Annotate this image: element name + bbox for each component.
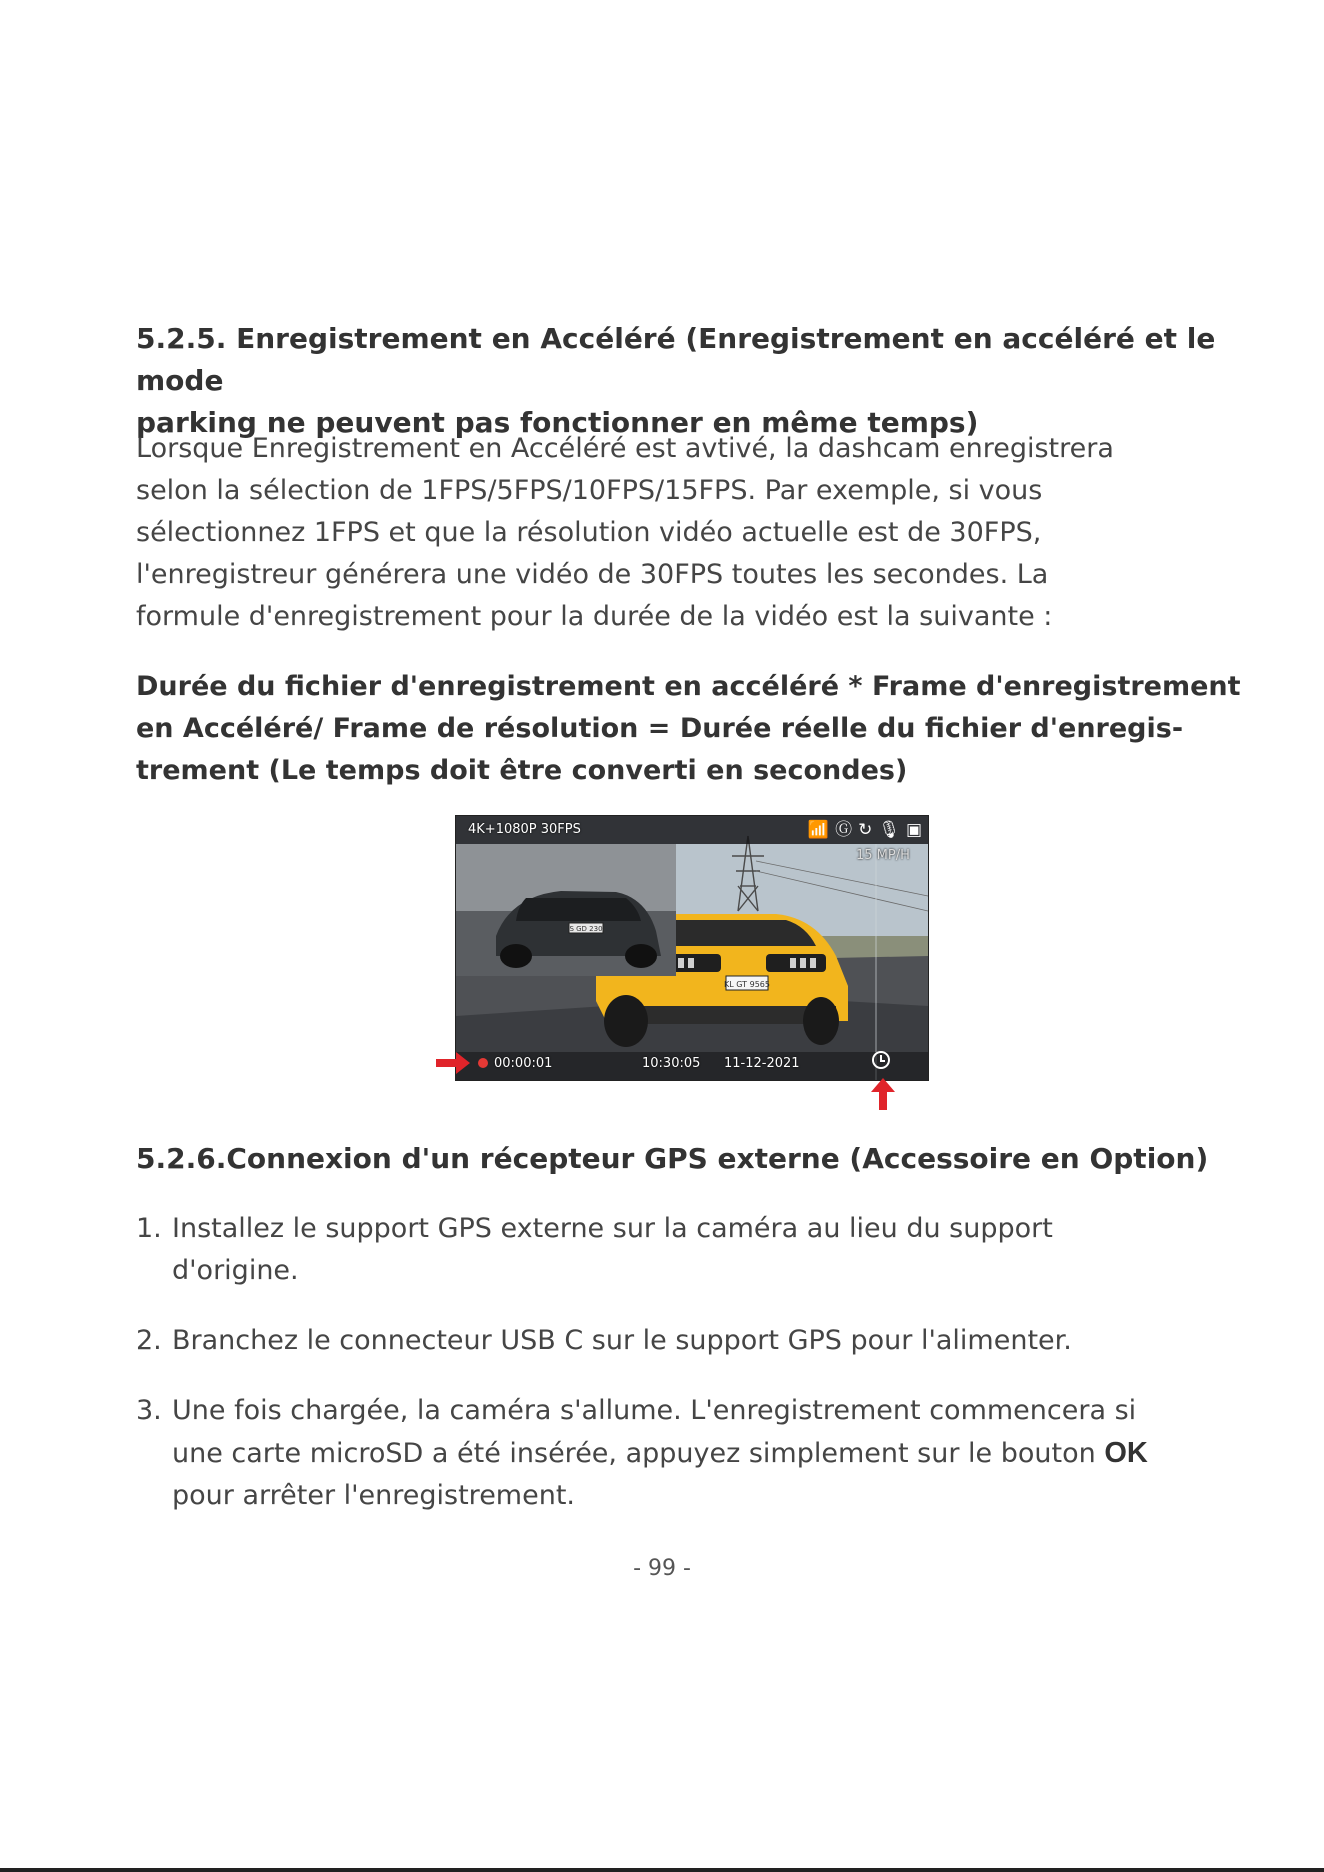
loop-3-icon: ↻	[858, 820, 873, 840]
recording-dot-icon	[478, 1058, 488, 1068]
gps-icon: Ⓖ	[835, 820, 853, 840]
sd-card-icon: ▣	[905, 820, 922, 840]
page-number: - 99 -	[633, 1556, 691, 1581]
section-525-title-line1: 5.2.5. Enregistrement en Accéléré (Enregistrement en accéléré et le mode	[136, 322, 1216, 397]
section-525-paragraph	[136, 428, 1246, 638]
formula-line: en Accéléré/ Frame de résolution = Durée réelle du fichier d'enregis-	[136, 713, 1184, 744]
list-text-line: pour arrêter l'enregistrement.	[172, 1480, 575, 1511]
list-item	[136, 1390, 1246, 1517]
arrow-up-icon	[871, 1078, 895, 1110]
list-number: 1.	[136, 1213, 162, 1244]
paragraph-line: Lorsque Enregistrement en Accéléré est avtivé, la dashcam enregistrera	[136, 433, 1114, 464]
clock-date: 11-12-2021	[724, 1056, 800, 1071]
wifi-signal-icon: 📶	[807, 820, 830, 840]
microphone-icon: 🎙	[878, 820, 900, 840]
paragraph-line: selon la sélection de 1FPS/5FPS/10FPS/15FPS. Par exemple, si vous	[136, 475, 1043, 506]
section-525-title-line2: parking ne peuvent pas fonctionner en même temps)	[136, 406, 979, 439]
recording-time: 00:00:01	[494, 1056, 553, 1071]
clock-time: 10:30:05	[642, 1056, 701, 1071]
front-plate-text: S GD 230	[569, 925, 603, 933]
front-camera-inset	[456, 844, 676, 976]
section-526-title: 5.2.6.Connexion d'un récepteur GPS externe (Accessoire en Option)	[136, 1142, 1209, 1175]
list-text-line: d'origine.	[172, 1255, 299, 1286]
paragraph-line: l'enregistreur générera une vidéo de 30FPS toutes les secondes. La	[136, 559, 1049, 590]
status-icons	[808, 820, 922, 840]
list-text-line: Installez le support GPS externe sur la caméra au lieu du support	[172, 1213, 1053, 1244]
timelapse-formula	[136, 666, 1246, 792]
ok-button-label: OK	[1104, 1437, 1148, 1469]
resolution-label: 4K+1080P 30FPS	[468, 822, 581, 837]
timelapse-clock-icon	[872, 1051, 890, 1069]
list-number: 3.	[136, 1395, 162, 1426]
arrow-right-icon	[436, 1052, 470, 1074]
rear-plate-text: KL GT 9565	[724, 980, 770, 989]
list-text-line: une carte microSD a été insérée, appuyez simplement sur le bouton	[172, 1438, 1096, 1469]
list-item	[136, 1208, 1246, 1292]
dashcam-screenshot	[455, 815, 929, 1081]
list-number: 2.	[136, 1325, 162, 1356]
speed-readout: 15 MP/H	[856, 848, 910, 863]
paragraph-line: formule d'enregistrement pour la durée de la vidéo est la suivante :	[136, 601, 1053, 632]
formula-line: trement (Le temps doit être converti en secondes)	[136, 755, 908, 786]
formula-line: Durée du fichier d'enregistrement en accéléré * Frame d'enregistrement	[136, 671, 1241, 702]
bottom-rule	[0, 1868, 1324, 1872]
section-525-title	[136, 318, 1236, 444]
list-text-line: Une fois chargée, la caméra s'allume. L'enregistrement commencera si	[172, 1395, 1137, 1426]
list-text-line: Branchez le connecteur USB C sur le support GPS pour l'alimenter.	[172, 1325, 1072, 1356]
paragraph-line: sélectionnez 1FPS et que la résolution vidéo actuelle est de 30FPS,	[136, 517, 1042, 548]
list-item	[136, 1320, 1246, 1362]
